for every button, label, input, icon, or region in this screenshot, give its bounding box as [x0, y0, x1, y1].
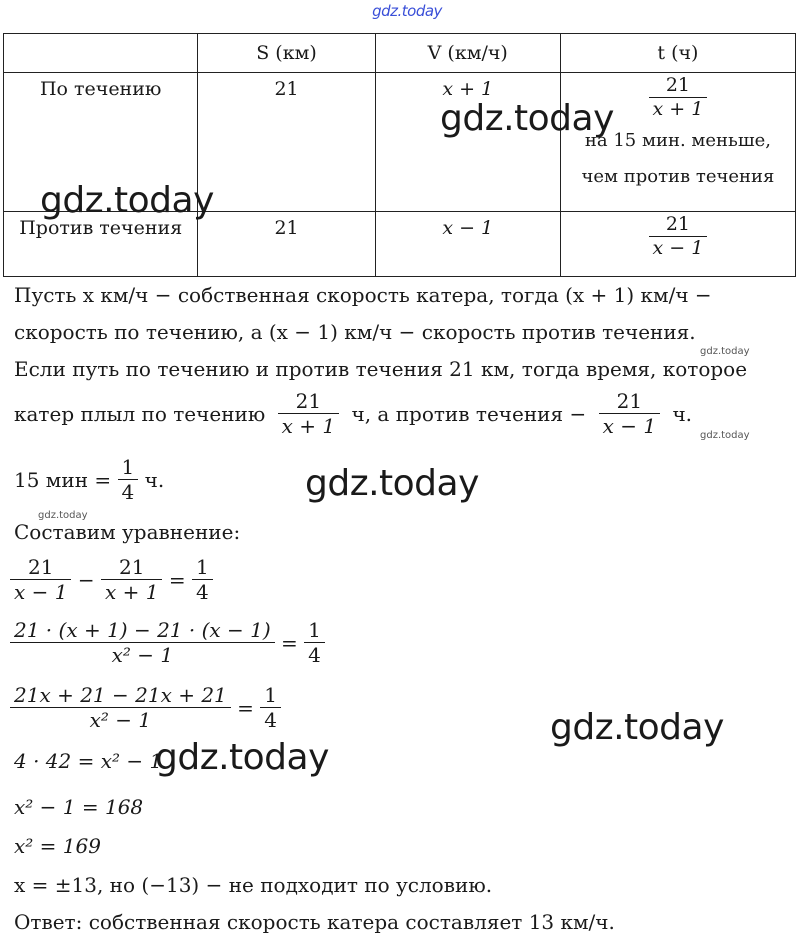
fraction-downstream: $\frac{21}{x + 1}$ — [278, 390, 339, 438]
text-line-5: 15 мин = $\frac{1}{4}$ ч. — [14, 455, 165, 504]
time-fraction: $\frac{21}{x + 1}$ — [649, 75, 708, 121]
header-time: t (ч) — [560, 34, 795, 73]
cell-speed: x − 1 — [375, 212, 560, 277]
equation-4: 4 · 42 = x² − 1 — [14, 749, 163, 773]
time-fraction: $\frac{21}{x - 1}$ — [649, 214, 708, 260]
watermark: gdz.today — [440, 98, 614, 139]
equation-3: $\frac{21x + 21 - 21x + 21}{\text{x² − 1}}$ = $\frac{1}{4}$ — [10, 684, 281, 732]
text-line-1: Пусть x км/ч − собственная скорость катера, тогда (x + 1) км/ч − — [14, 283, 712, 307]
text-line-2: скорость по течению, а (x − 1) км/ч − скорость против течения. — [14, 320, 696, 344]
equation-7: x = ±13, но (−13) − не подходит по условию. — [14, 873, 493, 897]
cell-time — [560, 73, 795, 212]
equation-6: x² = 169 — [14, 834, 101, 858]
cell-speed: x + 1 — [375, 73, 560, 212]
time-note-line1: на 15 мин. меньше, — [584, 129, 771, 151]
cell-time — [560, 212, 795, 277]
watermark: gdz.today — [305, 463, 479, 504]
equation-5: x² − 1 = 168 — [14, 795, 144, 819]
row-label-upstream: Против течения — [4, 212, 198, 277]
time-note-line2: чем против течения — [581, 165, 775, 187]
watermark: gdz.today — [550, 707, 724, 748]
text-line-3: Если путь по течению и против течения 21 км, тогда время, которое — [14, 357, 748, 381]
cell-distance: 21 — [198, 73, 375, 212]
row-label-downstream: По течению — [4, 73, 198, 212]
table-row — [4, 73, 796, 212]
table-row — [4, 212, 796, 277]
answer-line: Ответ: собственная скорость катера составляет 13 км/ч. — [14, 910, 615, 934]
cell-distance: 21 — [198, 212, 375, 277]
header-speed: V (км/ч) — [375, 34, 560, 73]
text-line-6: Составим уравнение: — [14, 520, 241, 544]
watermark-top: gdz.today — [372, 2, 442, 20]
table-header-row — [4, 34, 796, 73]
fraction-quarter: $\frac{1}{4}$ — [118, 456, 139, 504]
header-empty-cell — [4, 34, 198, 73]
watermark: gdz.today — [38, 510, 88, 521]
header-distance: S (км) — [198, 34, 375, 73]
watermark: gdz.today — [155, 737, 329, 778]
fraction-upstream: $\frac{21}{x - 1}$ — [599, 390, 660, 438]
watermark: gdz.today — [40, 180, 214, 221]
watermark: gdz.today — [700, 346, 750, 357]
text-line-4: катер плыл по течению $\frac{21}{x + 1}$ ч, а против течения − $\frac{21}{x - 1}$ ч. — [14, 389, 693, 438]
watermark: gdz.today — [700, 430, 750, 441]
equation-2: $\frac{21 \cdot (x + 1) - 21 \cdot (x - 1)}{\text{x² − 1}}$ = $\frac{1}{4}$ — [10, 619, 325, 667]
equation-1: $\frac{21}{x - 1}$ − $\frac{21}{x + 1}$ = $\frac{1}{4}$ — [10, 556, 213, 604]
speed-table — [3, 33, 796, 277]
